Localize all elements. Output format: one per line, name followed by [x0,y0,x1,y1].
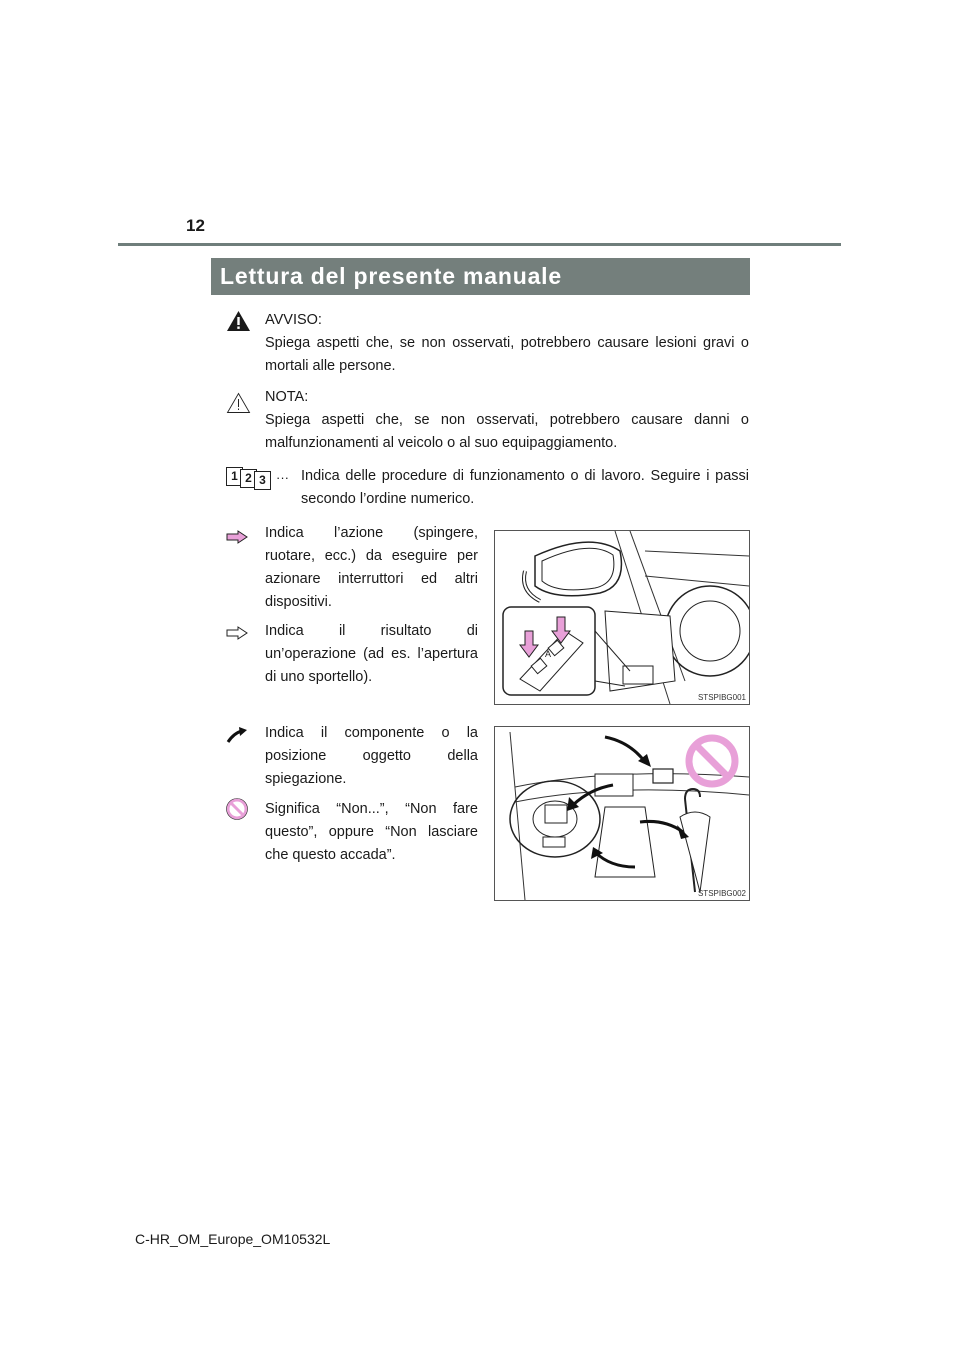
step-number: 3 [254,471,271,490]
result-arrow-icon [226,626,248,640]
figure-dashboard-prohibition [494,726,750,901]
notice-text: Spiega aspetti che, se non osservati, potrebbero causare danni o malfunzionamenti al veicolo o al suo equipaggiamento. [265,412,749,451]
notice-icon [226,392,251,414]
notice-label: NOTA: [265,389,309,405]
prohibition-icon [226,798,248,820]
figure-code: STSPIBG001 [697,693,746,702]
step-numbers-icon [226,467,274,489]
footer-document-code: C-HR_OM_Europe_OM10532L [135,1231,331,1247]
component-arrow-icon [226,727,248,743]
result-arrow-text: Indica il risultato di un’operazione (ad es. l’apertura di uno sportello). [265,623,478,685]
warning-text: Spiega aspetti che, se non osservati, potrebbero causare lesioni gravi o mortali alle persone. [265,335,749,374]
steps-text: Indica delle procedure di funzionamento o di lavoro. Seguire i passi secondo l’ordine numerico. [301,468,749,507]
prohibition-text: Significa “Non...”, “Non fare questo”, oppure “Non lasciare che questo accada”. [265,801,478,863]
step-number: 2 [240,469,257,488]
step-number: 1 [226,467,243,486]
component-arrow-text: Indica il componente o la posizione oggetto della spiegazione. [265,725,478,787]
switch-letter: A [545,649,552,659]
warning-label: AVVISO: [265,312,322,328]
steps-ellipsis: ··· [276,470,289,485]
warning-icon [226,310,251,332]
action-arrow-text: Indica l’azione (spingere, ruotare, ecc.) da eseguire per azionare interruttori ed altri dispositivi. [265,525,478,610]
action-arrow-icon [226,530,248,544]
figure-mirror-switch [494,530,750,705]
section-title: Lettura del presente manuale [211,258,750,295]
header-rule [118,243,841,246]
page-number: 12 [186,216,205,235]
figure-code: STSPIBG002 [697,889,746,898]
